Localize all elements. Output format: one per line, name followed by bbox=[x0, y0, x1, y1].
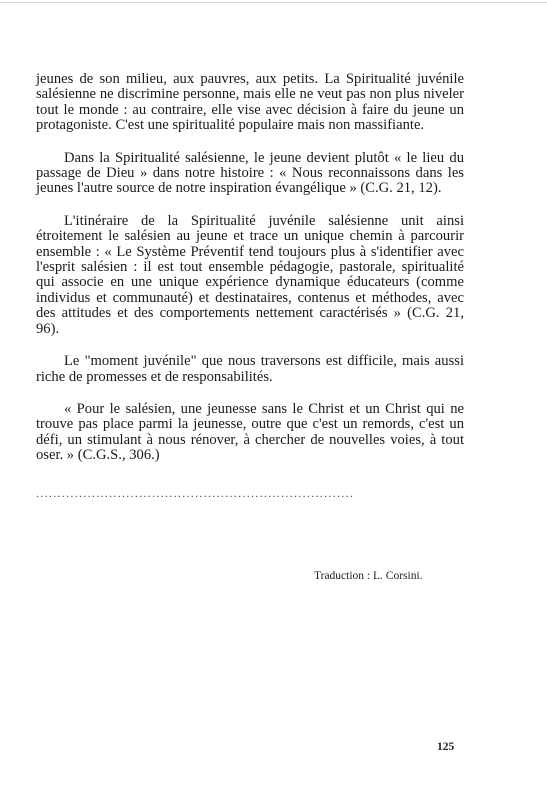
paragraph: « Pour le salésien, une jeunesse sans le Christ et un Christ qui ne trouve pas place parmi la jeunesse, outre que c'est un remords, c'est un défi, un stimulant à nous rénover, à chercher de nouvelles voies, à tout oser. » (C.G.S., 306.) bbox=[36, 400, 464, 464]
paragraph: Le "moment juvénile" que nous traversons est difficile, mais aussi riche de promesses et de responsabilités. bbox=[36, 353, 464, 385]
dotted-separator: .......................................................................... bbox=[36, 486, 355, 500]
page-number: 125 bbox=[437, 741, 455, 753]
translator-credit: Traduction : L. Corsini. bbox=[314, 570, 423, 582]
paragraph: jeunes de son milieu, aux pauvres, aux petits. La Spiritualité juvénile salésienne ne discrimine personne, mais elle ne veut pas non plus niveler tout le monde : au contraire, elle vise avec décision à faire du jeune un protagoniste. C'est une spiritualité populaire mais non massifiante. bbox=[36, 71, 464, 134]
paragraph: Dans la Spiritualité salésienne, le jeune devient plutôt « le lieu du passage de Dieu » dans notre histoire : « Nous reconnaissons dans les jeunes l'autre source de notre inspiration évangélique » (C.G. 21, 12). bbox=[36, 149, 464, 197]
body-text bbox=[36, 72, 464, 481]
paragraph: L'itinéraire de la Spiritualité juvénile salésienne unit ainsi étroitement le salésien au jeune et trace un unique chemin à parcourir ensemble : « Le Système Préventif tend toujours plus à s'identifier avec l'esprit salésien : il est tout ensemble pédagogie, pastorale, spiritualité qui associe en une unique expérience dynamique éducateurs (comme individus et communauté) et destinataires, contenus et méthodes, avec des attitudes et des comportements nettement caractérisés » (C.G. 21, 96). bbox=[36, 212, 464, 337]
top-border-line bbox=[0, 2, 547, 3]
